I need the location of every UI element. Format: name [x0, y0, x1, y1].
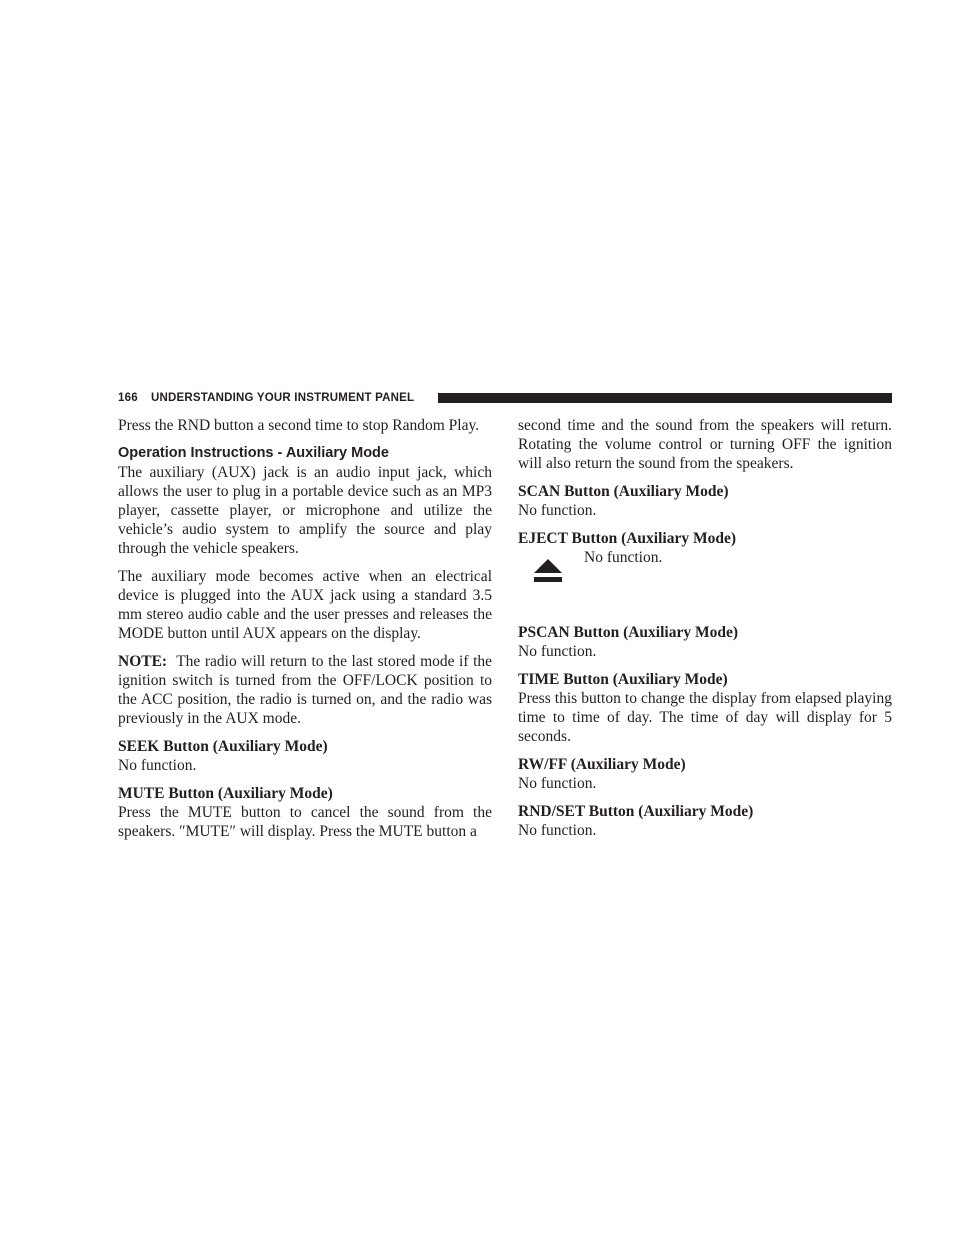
aux-mode-heading: Operation Instructions - Auxiliary Mode	[118, 445, 389, 461]
scan-heading: SCAN Button (Auxiliary Mode)	[518, 483, 729, 500]
scan-text: No function.	[518, 502, 597, 519]
eject-icon	[534, 559, 562, 583]
page-number: 166	[118, 392, 138, 404]
left-column	[118, 416, 492, 850]
aux-jack-paragraph: The auxiliary (AUX) jack is an audio input jack, which allows the user to plug in a portable device such as an MP3 player, cassette player, or microphone and utilize the vehicle’s audio system to amplify the source and play through the vehicle speakers.	[118, 464, 492, 557]
rwff-heading: RW/FF (Auxiliary Mode)	[518, 756, 686, 773]
seek-text: No function.	[118, 757, 197, 774]
random-play-paragraph: Press the RND button a second time to stop Random Play.	[118, 417, 480, 434]
mute-heading: MUTE Button (Auxiliary Mode)	[118, 785, 333, 802]
running-head: UNDERSTANDING YOUR INSTRUMENT PANEL	[151, 392, 415, 404]
time-heading: TIME Button (Auxiliary Mode)	[518, 671, 728, 688]
page-header	[118, 389, 892, 405]
header-rule-bar	[438, 393, 892, 403]
note-label: NOTE:	[118, 653, 168, 670]
seek-heading: SEEK Button (Auxiliary Mode)	[118, 738, 328, 755]
eject-row	[518, 548, 892, 623]
pscan-heading: PSCAN Button (Auxiliary Mode)	[518, 624, 739, 641]
rndset-heading: RND/SET Button (Auxiliary Mode)	[518, 803, 754, 820]
rndset-text: No function.	[518, 822, 597, 839]
rwff-text: No function.	[518, 775, 597, 792]
pscan-text: No function.	[518, 643, 597, 660]
eject-text: No function.	[584, 549, 663, 566]
note-text: The radio will return to the last stored mode if the ignition switch is turned from the OFF/LOCK position to the ACC position, the radio is turned on, and the radio was previously in the AUX mode.	[118, 653, 493, 727]
aux-active-paragraph: The auxiliary mode becomes active when an electrical device is plugged into the AUX jack using a standard 3.5 mm stereo audio cable and the user presses and releases the MODE button until AUX appears on the display.	[118, 568, 492, 642]
mute-text: Press the MUTE button to cancel the sound from the speakers. ″MUTE″ will display. Press the MUTE button a	[118, 804, 492, 840]
eject-heading: EJECT Button (Auxiliary Mode)	[518, 530, 737, 547]
right-column	[518, 416, 892, 849]
mute-continued-paragraph: second time and the sound from the speakers will return. Rotating the volume control or turning OFF the ignition will also return the sound from the speakers.	[518, 417, 892, 472]
note-paragraph	[118, 652, 492, 728]
time-text: Press this button to change the display from elapsed playing time to time of day. The time of day will display for 5 seconds.	[518, 690, 892, 745]
